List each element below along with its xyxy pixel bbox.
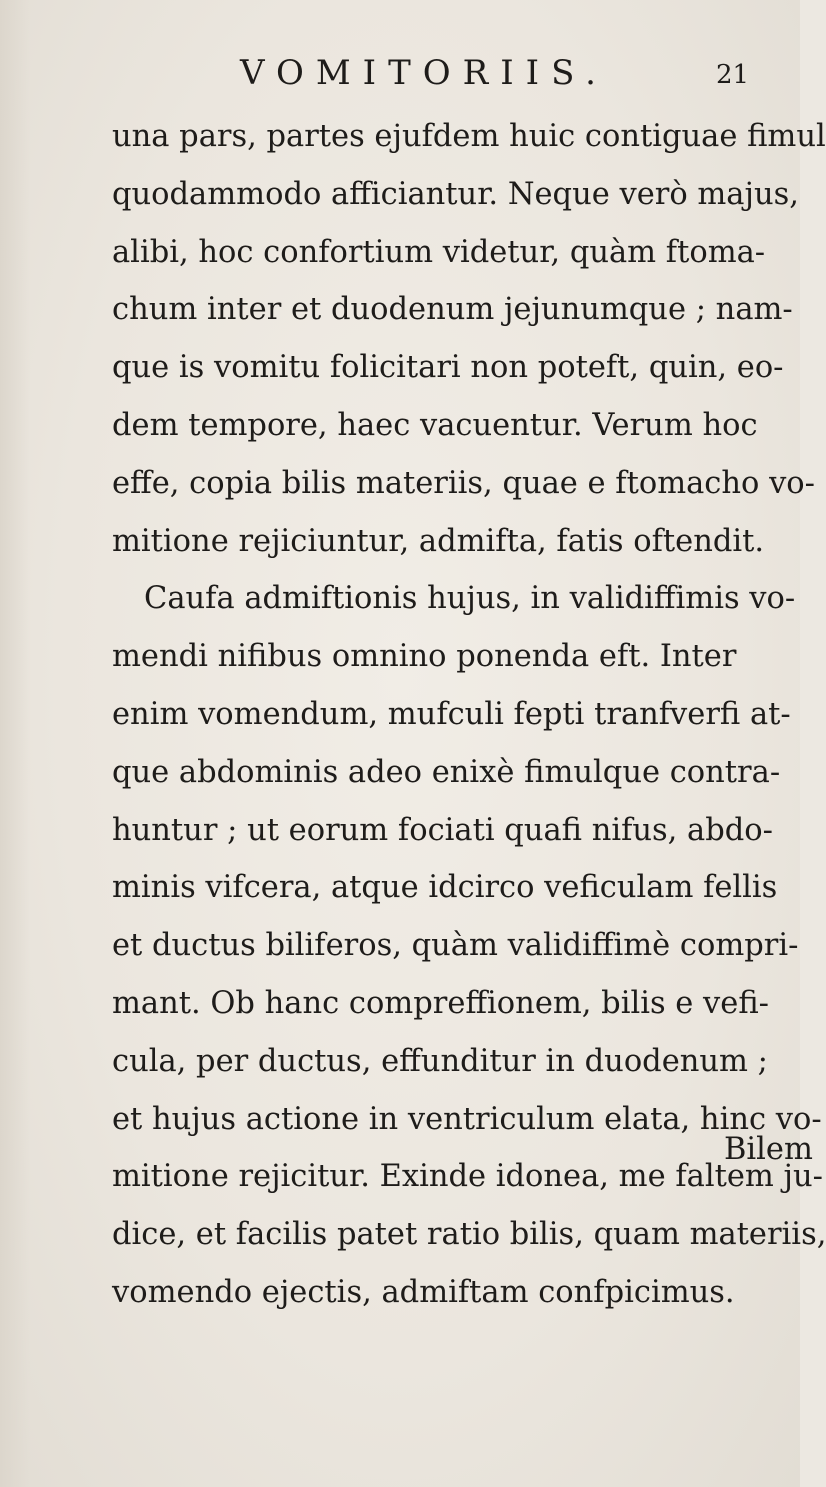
text-line: quodammodo afficiantur. Neque verò majus, (112, 176, 799, 212)
text-line: chum inter et duodenum jejunumque ; nam- (112, 292, 793, 328)
catchword: Bilem (724, 1132, 813, 1167)
page-number: 21 (716, 60, 750, 90)
running-head (0, 48, 800, 98)
text-line: minis vifcera, atque idcirco veficulam fellis (112, 870, 778, 906)
page-edge-shadow (0, 0, 30, 1487)
text-line: dem tempore, haec vacuentur. Verum hoc (112, 407, 758, 443)
text-line: mitione rejiciuntur, admifta, fatis oftendit. (112, 523, 765, 559)
text-line: que abdominis adeo enixè fimulque contra- (112, 754, 781, 790)
text-line: cula, per ductus, effunditur in duodenum ; (112, 1043, 768, 1079)
running-head-title: VOMITORIIS. (240, 53, 608, 93)
text-line: mitione rejicitur. Exinde idonea, me faltem ju- (112, 1159, 823, 1195)
text-line: effe, copia bilis materiis, quae e ftomacho vo- (112, 465, 815, 501)
text-line: mendi nifibus omnino ponenda eft. Inter (112, 639, 737, 675)
text-line: una pars, partes ejufdem huic contiguae fimul (112, 119, 826, 154)
paragraph-start-line: Caufa admiftionis hujus, in validiffimis vo- (144, 581, 796, 617)
text-line: et hujus actione in ventriculum elata, hinc vo- (112, 1101, 822, 1137)
text-line: alibi, hoc confortium videtur, quàm ftoma- (112, 234, 766, 270)
text-line: que is vomitu folicitari non poteft, quin, eo- (112, 350, 784, 386)
text-line: vomendo ejectis, admiftam confpicimus. (112, 1274, 735, 1310)
text-line: huntur ; ut eorum fociati quafi nifus, abdo- (112, 812, 773, 848)
text-line: et ductus biliferos, quàm validiffimè compri- (112, 928, 799, 964)
text-line: mant. Ob hanc compreffionem, bilis e vefi- (112, 985, 769, 1021)
text-line: enim vomendum, mufculi fepti tranfverfi at- (112, 696, 791, 732)
body-text (112, 108, 826, 1322)
text-line: dice, et facilis patet ratio bilis, quam materiis, (112, 1217, 826, 1253)
